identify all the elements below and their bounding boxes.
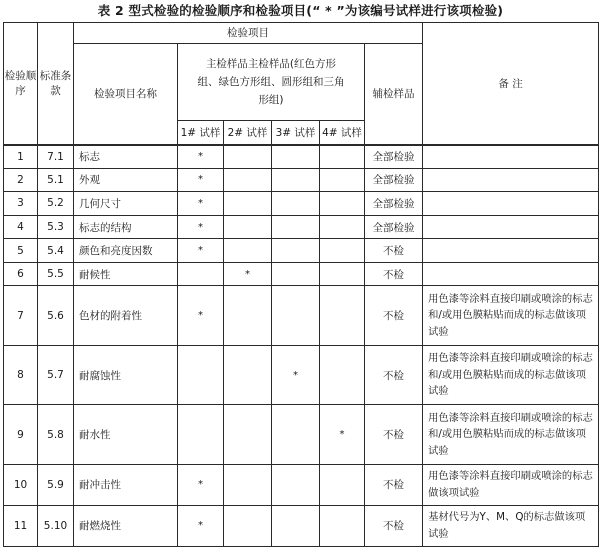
row-sample-4 bbox=[320, 192, 365, 216]
row-note bbox=[423, 192, 599, 216]
row-sample-1: * bbox=[178, 239, 224, 263]
row-note bbox=[423, 215, 599, 239]
row-aux: 不检 bbox=[365, 405, 423, 464]
row-sample-2 bbox=[224, 345, 272, 404]
row-item: 几何尺寸 bbox=[74, 192, 178, 216]
row-sample-4 bbox=[320, 168, 365, 192]
row-sample-4 bbox=[320, 505, 365, 546]
row-aux: 全部检验 bbox=[365, 192, 423, 216]
header-aux-samples: 辅检样品 bbox=[365, 43, 423, 145]
row-item: 色材的附着性 bbox=[74, 286, 178, 345]
row-order: 9 bbox=[4, 405, 38, 464]
row-sample-1: * bbox=[178, 168, 224, 192]
header-item-name: 检验项目名称 bbox=[74, 43, 178, 145]
row-aux: 不检 bbox=[365, 239, 423, 263]
row-item: 耐燃烧性 bbox=[74, 505, 178, 546]
table-row bbox=[4, 168, 599, 192]
row-note bbox=[423, 145, 599, 169]
row-order: 2 bbox=[4, 168, 38, 192]
row-sample-2 bbox=[224, 168, 272, 192]
row-sample-3 bbox=[272, 168, 320, 192]
header-items-group: 检验项目 bbox=[74, 23, 423, 44]
row-note: 用色漆等涂料直接印刷或喷涂的标志做该项试验 bbox=[423, 464, 599, 505]
row-item: 耐水性 bbox=[74, 405, 178, 464]
row-order: 4 bbox=[4, 215, 38, 239]
header-remarks: 备 注 bbox=[423, 23, 599, 145]
row-sample-2 bbox=[224, 464, 272, 505]
row-sample-3 bbox=[272, 505, 320, 546]
row-sample-3 bbox=[272, 239, 320, 263]
table-row bbox=[4, 192, 599, 216]
row-aux: 不检 bbox=[365, 505, 423, 546]
header-sample-1: 1# 试样 bbox=[178, 121, 224, 145]
row-aux: 全部检验 bbox=[365, 145, 423, 169]
row-item: 颜色和亮度因数 bbox=[74, 239, 178, 263]
table-row bbox=[4, 145, 599, 169]
row-sample-4 bbox=[320, 145, 365, 169]
table-row bbox=[4, 405, 599, 464]
row-sample-4 bbox=[320, 345, 365, 404]
row-sample-1: * bbox=[178, 505, 224, 546]
row-sample-2 bbox=[224, 192, 272, 216]
header-sample-4: 4# 试样 bbox=[320, 121, 365, 145]
row-order: 5 bbox=[4, 239, 38, 263]
row-clause: 5.6 bbox=[38, 286, 74, 345]
row-clause: 5.8 bbox=[38, 405, 74, 464]
row-sample-2 bbox=[224, 239, 272, 263]
row-note bbox=[423, 168, 599, 192]
row-sample-3 bbox=[272, 286, 320, 345]
row-sample-3 bbox=[272, 192, 320, 216]
header-clause: 标准条款 bbox=[38, 23, 74, 145]
row-clause: 5.9 bbox=[38, 464, 74, 505]
row-sample-1: * bbox=[178, 464, 224, 505]
header-order: 检验顺序 bbox=[4, 23, 38, 145]
table-row bbox=[4, 286, 599, 345]
row-sample-1: * bbox=[178, 145, 224, 169]
row-item: 耐候性 bbox=[74, 262, 178, 286]
row-clause: 5.3 bbox=[38, 215, 74, 239]
row-sample-2 bbox=[224, 215, 272, 239]
row-aux: 不检 bbox=[365, 262, 423, 286]
row-sample-2 bbox=[224, 405, 272, 464]
row-order: 3 bbox=[4, 192, 38, 216]
header-sample-3: 3# 试样 bbox=[272, 121, 320, 145]
row-item: 耐腐蚀性 bbox=[74, 345, 178, 404]
row-aux: 全部检验 bbox=[365, 215, 423, 239]
row-sample-1 bbox=[178, 345, 224, 404]
row-clause: 5.2 bbox=[38, 192, 74, 216]
row-aux: 不检 bbox=[365, 464, 423, 505]
row-sample-1: * bbox=[178, 286, 224, 345]
row-sample-3 bbox=[272, 262, 320, 286]
row-note: 用色漆等涂料直接印刷或喷涂的标志和/或用色膜粘贴而成的标志做该项试验 bbox=[423, 345, 599, 404]
row-sample-2: * bbox=[224, 262, 272, 286]
row-sample-3 bbox=[272, 464, 320, 505]
row-item: 耐冲击性 bbox=[74, 464, 178, 505]
row-sample-3 bbox=[272, 215, 320, 239]
row-aux: 全部检验 bbox=[365, 168, 423, 192]
row-sample-4 bbox=[320, 286, 365, 345]
row-sample-4: * bbox=[320, 405, 365, 464]
row-sample-4 bbox=[320, 262, 365, 286]
row-order: 11 bbox=[4, 505, 38, 546]
row-clause: 7.1 bbox=[38, 145, 74, 169]
row-note bbox=[423, 239, 599, 263]
row-sample-2 bbox=[224, 145, 272, 169]
row-order: 10 bbox=[4, 464, 38, 505]
row-clause: 5.7 bbox=[38, 345, 74, 404]
row-sample-4 bbox=[320, 464, 365, 505]
row-note: 用色漆等涂料直接印刷或喷涂的标志和/或用色膜粘贴而成的标志做该项试验 bbox=[423, 286, 599, 345]
row-order: 7 bbox=[4, 286, 38, 345]
row-item: 标志的结构 bbox=[74, 215, 178, 239]
table-row bbox=[4, 215, 599, 239]
row-item: 标志 bbox=[74, 145, 178, 169]
table-title: 表 2 型式检验的检验顺序和检验项目(“ * ”为该编号试样进行该项检验) bbox=[97, 3, 504, 18]
row-sample-2 bbox=[224, 505, 272, 546]
row-aux: 不检 bbox=[365, 345, 423, 404]
table-row bbox=[4, 239, 599, 263]
row-sample-1: * bbox=[178, 215, 224, 239]
table-row bbox=[4, 262, 599, 286]
row-sample-4 bbox=[320, 239, 365, 263]
row-sample-3 bbox=[272, 145, 320, 169]
row-sample-2 bbox=[224, 286, 272, 345]
table-row bbox=[4, 464, 599, 505]
row-note: 基材代号为Y、M、Q的标志做该项试验 bbox=[423, 505, 599, 546]
row-sample-3 bbox=[272, 405, 320, 464]
row-clause: 5.5 bbox=[38, 262, 74, 286]
table-row bbox=[4, 345, 599, 404]
row-sample-4 bbox=[320, 215, 365, 239]
row-clause: 5.10 bbox=[38, 505, 74, 546]
row-sample-3: * bbox=[272, 345, 320, 404]
header-sample-2: 2# 试样 bbox=[224, 121, 272, 145]
row-sample-1: * bbox=[178, 192, 224, 216]
row-clause: 5.4 bbox=[38, 239, 74, 263]
row-note: 用色漆等涂料直接印刷或喷涂的标志和/或用色膜粘贴而成的标志做该项试验 bbox=[423, 405, 599, 464]
row-order: 1 bbox=[4, 145, 38, 169]
row-clause: 5.1 bbox=[38, 168, 74, 192]
header-main-samples: 主检样品主检样品(红色方形组、绿色方形组、圆形组和三角形组) bbox=[178, 43, 365, 121]
table-row bbox=[4, 505, 599, 546]
row-aux: 不检 bbox=[365, 286, 423, 345]
row-order: 6 bbox=[4, 262, 38, 286]
row-sample-1 bbox=[178, 405, 224, 464]
row-item: 外观 bbox=[74, 168, 178, 192]
row-order: 8 bbox=[4, 345, 38, 404]
row-note bbox=[423, 262, 599, 286]
inspection-table bbox=[3, 22, 599, 547]
row-sample-1 bbox=[178, 262, 224, 286]
